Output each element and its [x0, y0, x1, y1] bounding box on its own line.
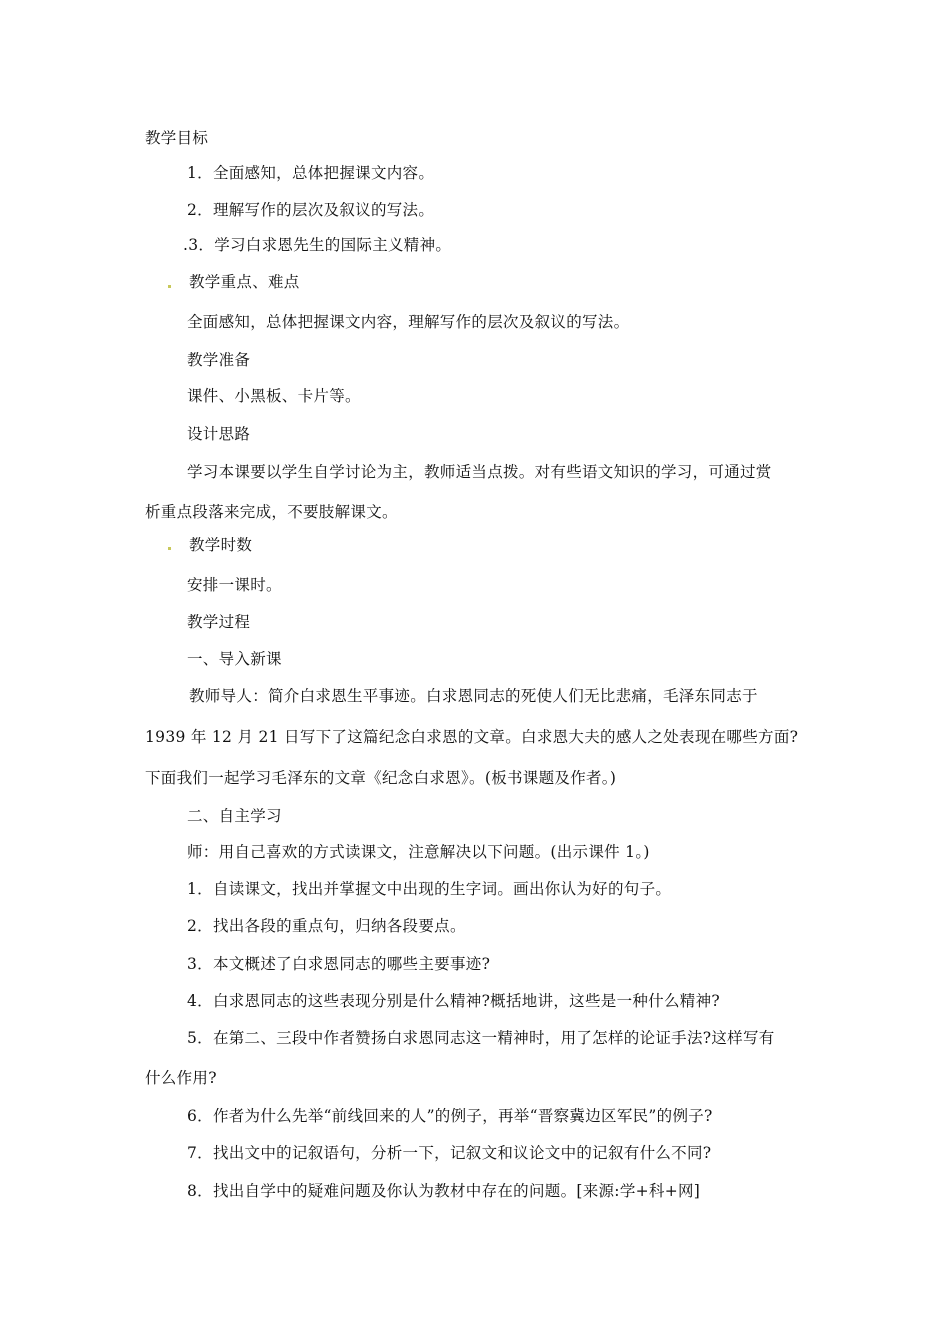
- bullet-mark: [168, 285, 171, 288]
- question-5-cont: 什么作用?: [145, 1069, 217, 1087]
- design-text-line2: 析重点段落来完成，不要肢解课文。: [145, 503, 398, 521]
- question-8: 8．找出自学中的疑难问题及你认为教材中存在的问题。[来源:学+科+网]: [187, 1182, 701, 1200]
- objective-2: 2．理解写作的层次及叙议的写法。: [187, 201, 435, 219]
- heading-objectives: 教学目标: [145, 129, 209, 147]
- objective-3: .3．学习白求恩先生的国际主义精神。: [183, 236, 452, 254]
- question-6: 6．作者为什么先举“前线回来的人”的例子，再举“晋察冀边区军民”的例子?: [187, 1107, 713, 1125]
- heading-process: 教学过程: [187, 613, 251, 631]
- design-text-line1: 学习本课要以学生自学讨论为主，教师适当点拨。对有些语文知识的学习，可通过赏: [187, 463, 772, 481]
- section2-title: 二、自主学习: [187, 807, 282, 825]
- heading-preparation: 教学准备: [187, 351, 251, 369]
- intro-line1: 教师导人：简介白求恩生平事迹。白求恩同志的死使人们无比悲痛，毛泽东同志于: [189, 687, 758, 705]
- question-1: 1．自读课文，找出并掌握文中出现的生字词。画出你认为好的句子。: [187, 880, 672, 898]
- hours-text: 安排一课时。: [187, 576, 282, 594]
- bullet-mark: [168, 547, 171, 550]
- section1-title: 一、导入新课: [187, 650, 282, 668]
- intro-line3: 下面我们一起学习毛泽东的文章《纪念白求恩》。(板书课题及作者。): [145, 769, 617, 787]
- heading-keypoints: 教学重点、难点: [189, 273, 300, 291]
- heading-design: 设计思路: [187, 425, 251, 443]
- keypoints-text: 全面感知，总体把握课文内容，理解写作的层次及叙议的写法。: [187, 313, 630, 331]
- question-4: 4．白求恩同志的这些表现分别是什么精神?概括地讲，这些是一种什么精神?: [187, 992, 720, 1010]
- question-2: 2．找出各段的重点句，归纳各段要点。: [187, 917, 466, 935]
- preparation-text: 课件、小黑板、卡片等。: [187, 387, 361, 405]
- heading-hours: 教学时数: [189, 536, 253, 554]
- teacher-text: 师：用自己喜欢的方式读课文，注意解决以下问题。(出示课件 1。): [187, 843, 650, 861]
- objective-1: 1．全面感知，总体把握课文内容。: [187, 164, 435, 182]
- intro-line2: 1939 年 12 月 21 日写下了这篇纪念白求恩的文章。白求恩大夫的感人之处表现在哪些方面?: [145, 728, 799, 746]
- question-7: 7．找出文中的记叙语句，分析一下，记叙文和议论文中的记叙有什么不同?: [187, 1144, 712, 1162]
- question-3: 3．本文概述了白求恩同志的哪些主要事迹?: [187, 955, 491, 973]
- question-5: 5．在第二、三段中作者赞扬白求恩同志这一精神时，用了怎样的论证手法?这样写有: [187, 1029, 775, 1047]
